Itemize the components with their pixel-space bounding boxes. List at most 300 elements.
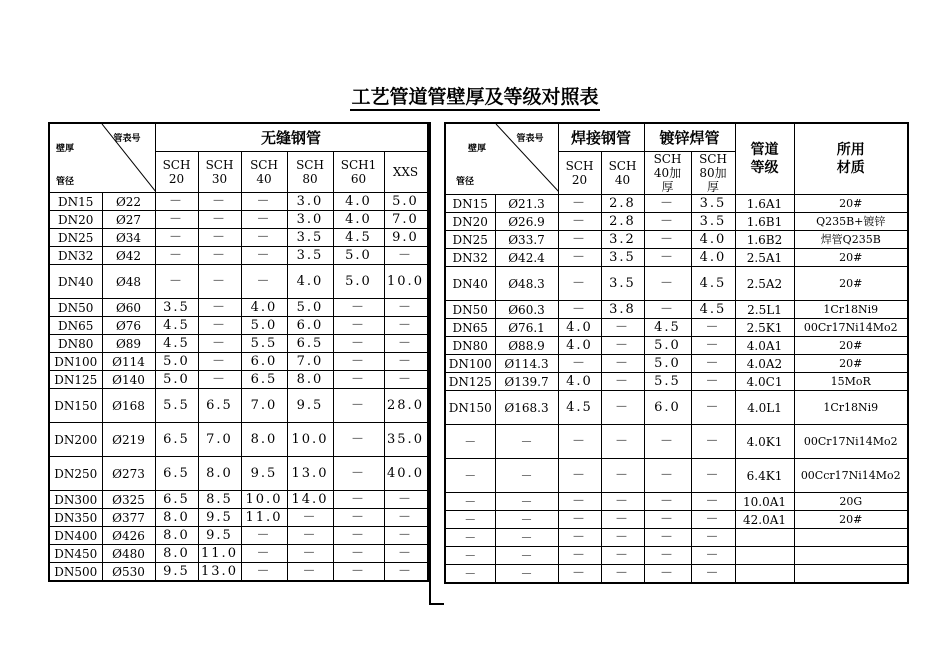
wall-thickness: 6.5 [241,371,287,389]
wall-thickness: 4.0 [287,265,333,299]
wall-thickness: － [384,371,428,389]
outer-diameter: Ø60 [102,299,155,317]
outer-diameter: Ø140 [102,371,155,389]
wall-thickness: 9.5 [241,457,287,491]
table-row [49,457,428,491]
wall-thickness: － [558,267,601,301]
wall-thickness: 3.5 [601,267,644,301]
wall-thickness: － [241,265,287,299]
wall-thickness: － [333,317,384,335]
wall-thickness: － [241,527,287,545]
wall-thickness: 4.5 [644,319,691,337]
nominal-diameter: DN80 [445,337,495,355]
nominal-diameter: DN200 [49,423,102,457]
wall-thickness: － [601,459,644,493]
wall-thickness: 4.5 [558,391,601,425]
wall-thickness: 9.5 [198,527,241,545]
material: Q235B+镀锌 [794,213,908,231]
outer-diameter: Ø219 [102,423,155,457]
wall-thickness: 3.5 [601,249,644,267]
wall-thickness: － [384,527,428,545]
wall-thickness: － [241,229,287,247]
material: 焊管Q235B [794,231,908,249]
wall-thickness: － [155,265,198,299]
nominal-diameter: DN65 [445,319,495,337]
pipe-grade: 6.4K1 [735,459,794,493]
corner-label-wall-thickness: 壁厚 [56,144,75,154]
wall-thickness: 4.5 [333,229,384,247]
material: 20G [794,493,908,511]
wall-thickness: 9.0 [384,229,428,247]
nominal-diameter: － [445,529,495,547]
wall-thickness: 9.5 [287,389,333,423]
wall-thickness: 6.0 [644,391,691,425]
pipe-grade: 1.6B1 [735,213,794,231]
nominal-diameter: － [445,493,495,511]
outer-diameter: Ø48 [102,265,155,299]
wall-thickness: 4.0 [691,231,735,249]
table-divider [429,122,431,605]
corner-label-pipe-schedule: 管表号 [516,134,544,144]
nominal-diameter: DN15 [49,193,102,211]
wall-thickness: － [601,391,644,425]
nominal-diameter: DN50 [49,299,102,317]
wall-thickness: － [691,493,735,511]
pipe-grade: 4.0K1 [735,425,794,459]
wall-thickness: 5.0 [241,317,287,335]
nominal-diameter: DN150 [445,391,495,425]
pipe-grade: 42.0A1 [735,511,794,529]
wall-thickness: － [333,563,384,582]
nominal-diameter: DN25 [49,229,102,247]
pipe-grade: 2.5A2 [735,267,794,301]
table-row [445,195,908,213]
wall-thickness: 7.0 [287,353,333,371]
outer-diameter: Ø42.4 [495,249,558,267]
wall-thickness: 8.0 [155,509,198,527]
wall-thickness: 4.0 [558,337,601,355]
nominal-diameter: － [445,547,495,565]
wall-thickness: 6.0 [241,353,287,371]
wall-thickness: 6.5 [155,423,198,457]
wall-thickness: － [287,545,333,563]
nominal-diameter: DN300 [49,491,102,509]
material: 20# [794,511,908,529]
wall-thickness: － [601,565,644,584]
corner-label-pipe-size: 管径 [456,177,475,187]
outer-diameter: Ø42 [102,247,155,265]
wall-thickness: － [644,425,691,459]
table-row [49,299,428,317]
wall-thickness: － [155,211,198,229]
wall-thickness: 5.0 [287,299,333,317]
nominal-diameter: DN40 [49,265,102,299]
material: 15MoR [794,373,908,391]
outer-diameter: Ø76.1 [495,319,558,337]
pipe-grade: 4.0L1 [735,391,794,425]
table-row [49,247,428,265]
wall-thickness: － [155,229,198,247]
wall-thickness: 4.5 [691,267,735,301]
outer-diameter: Ø114 [102,353,155,371]
wall-thickness: － [384,335,428,353]
wall-thickness: 10.0 [287,423,333,457]
nominal-diameter: DN20 [445,213,495,231]
outer-diameter: Ø27 [102,211,155,229]
corner-label-pipe-size: 管径 [56,177,75,187]
wall-thickness: 13.0 [198,563,241,582]
wall-thickness: － [333,527,384,545]
wall-thickness: － [198,317,241,335]
wall-thickness: － [691,459,735,493]
material: 20# [794,355,908,373]
wall-thickness: － [333,353,384,371]
nominal-diameter: DN125 [445,373,495,391]
wall-thickness: － [601,511,644,529]
wall-thickness: 5.0 [644,355,691,373]
wall-thickness: － [333,389,384,423]
wall-thickness: 5.5 [155,389,198,423]
wall-thickness: － [558,195,601,213]
table-row [49,265,428,299]
wall-thickness: － [558,529,601,547]
wall-thickness: － [558,493,601,511]
outer-diameter: Ø76 [102,317,155,335]
table-row [49,389,428,423]
wall-thickness: 2.8 [601,213,644,231]
outer-diameter: － [495,459,558,493]
wall-thickness: 5.0 [333,265,384,299]
table-row [49,491,428,509]
pipe-grade: 1.6A1 [735,195,794,213]
outer-diameter: Ø530 [102,563,155,582]
nominal-diameter: DN40 [445,267,495,301]
wall-thickness: － [384,563,428,582]
outer-diameter: － [495,493,558,511]
table-row [445,459,908,493]
nominal-diameter: DN32 [445,249,495,267]
wall-thickness: － [333,545,384,563]
wall-thickness: 8.0 [155,527,198,545]
wall-thickness: 40.0 [384,457,428,491]
wall-thickness: 6.5 [155,491,198,509]
wall-thickness: － [241,211,287,229]
wall-thickness: － [241,563,287,582]
nominal-diameter: DN65 [49,317,102,335]
nominal-diameter: DN20 [49,211,102,229]
wall-thickness: － [384,317,428,335]
pipe-grade: 2.5A1 [735,249,794,267]
wall-thickness: 3.0 [287,211,333,229]
outer-diameter: Ø26.9 [495,213,558,231]
wall-thickness: 5.0 [333,247,384,265]
wall-thickness: － [198,353,241,371]
wall-thickness: 3.5 [691,213,735,231]
table-row [49,193,428,211]
wall-thickness: 14.0 [287,491,333,509]
wall-thickness: － [558,459,601,493]
nominal-diameter: DN80 [49,335,102,353]
outer-diameter: Ø48.3 [495,267,558,301]
material: 1Cr18Ni9 [794,301,908,319]
table-row [49,211,428,229]
wall-thickness: － [644,231,691,249]
nominal-diameter: － [445,565,495,584]
schedule-header: SCH20 [155,152,198,193]
table-row [49,545,428,563]
wall-thickness: － [384,299,428,317]
corner-label-wall-thickness: 壁厚 [468,144,487,154]
pipe-grade: 4.0C1 [735,373,794,391]
wall-thickness: － [558,213,601,231]
wall-thickness: － [644,213,691,231]
wall-thickness: 4.0 [691,249,735,267]
material: 20# [794,195,908,213]
wall-thickness: － [691,547,735,565]
wall-thickness: 3.8 [601,301,644,319]
wall-thickness: － [644,301,691,319]
wall-thickness: － [691,373,735,391]
wall-thickness: － [691,355,735,373]
wall-thickness: 2.8 [601,195,644,213]
table-row [445,267,908,301]
material: 00Cr17Ni14Mo2 [794,319,908,337]
nominal-diameter: DN15 [445,195,495,213]
wall-thickness: － [333,491,384,509]
pipe-grade: 10.0A1 [735,493,794,511]
wall-thickness: 5.0 [155,353,198,371]
wall-thickness: 5.0 [644,337,691,355]
wall-thickness: － [691,529,735,547]
wall-thickness: － [198,335,241,353]
table-row [49,229,428,247]
wall-thickness: － [644,511,691,529]
wall-thickness: 4.0 [558,319,601,337]
corner-label-pipe-schedule: 管表号 [113,134,141,144]
wall-thickness: － [198,229,241,247]
wall-thickness: － [558,511,601,529]
wall-thickness: － [287,527,333,545]
table-row [445,231,908,249]
wall-thickness: 9.5 [155,563,198,582]
seamless-pipe-table [48,122,430,582]
wall-thickness: 5.0 [384,193,428,211]
wall-thickness: 4.0 [558,373,601,391]
material: 20# [794,337,908,355]
wall-thickness: － [558,301,601,319]
outer-diameter: Ø139.7 [495,373,558,391]
outer-diameter: Ø480 [102,545,155,563]
table-row [445,565,908,584]
wall-thickness: 10.0 [384,265,428,299]
outer-diameter: Ø22 [102,193,155,211]
outer-diameter: Ø89 [102,335,155,353]
wall-thickness: － [558,355,601,373]
table-row [445,547,908,565]
header-material: 所用材质 [794,123,908,195]
schedule-header: SCH40加厚 [644,152,691,195]
wall-thickness: 6.5 [198,389,241,423]
wall-thickness: － [644,459,691,493]
wall-thickness: － [384,509,428,527]
schedule-header: SCH30 [198,152,241,193]
table-row [445,213,908,231]
wall-thickness: － [198,265,241,299]
wall-thickness: － [558,565,601,584]
table-row [49,371,428,389]
wall-thickness: 4.5 [155,317,198,335]
outer-diameter: － [495,529,558,547]
outer-diameter: Ø273 [102,457,155,491]
wall-thickness: 8.0 [198,457,241,491]
table-row [49,423,428,457]
wall-thickness: － [155,193,198,211]
wall-thickness: － [333,335,384,353]
page-title: 工艺管道管壁厚及等级对照表 [0,82,950,109]
wall-thickness: 8.0 [155,545,198,563]
outer-diameter: Ø21.3 [495,195,558,213]
wall-thickness: － [198,211,241,229]
material: 20# [794,267,908,301]
wall-thickness: － [558,547,601,565]
table-row [445,511,908,529]
wall-thickness: 6.5 [155,457,198,491]
nominal-diameter: DN25 [445,231,495,249]
wall-thickness: 4.0 [333,211,384,229]
wall-thickness: － [691,425,735,459]
wall-thickness: － [558,231,601,249]
table-row [445,373,908,391]
outer-diameter: Ø168.3 [495,391,558,425]
outer-diameter: Ø88.9 [495,337,558,355]
group-header-welded: 焊接钢管 [558,123,644,152]
wall-thickness: － [691,565,735,584]
wall-thickness: － [601,373,644,391]
material: 20# [794,249,908,267]
wall-thickness: 11.0 [241,509,287,527]
wall-thickness: － [601,425,644,459]
pipe-grade [735,529,794,547]
wall-thickness: 8.0 [287,371,333,389]
wall-thickness: － [601,337,644,355]
wall-thickness: － [198,193,241,211]
wall-thickness: 8.5 [198,491,241,509]
nominal-diameter: DN250 [49,457,102,491]
wall-thickness: － [644,529,691,547]
welded-pipe-table [444,122,909,584]
nominal-diameter: DN450 [49,545,102,563]
pipe-grade: 2.5L1 [735,301,794,319]
pipe-grade [735,547,794,565]
wall-thickness: － [198,371,241,389]
wall-thickness: － [558,249,601,267]
nominal-diameter: DN100 [445,355,495,373]
wall-thickness: － [333,299,384,317]
group-header-seamless: 无缝钢管 [155,123,428,152]
outer-diameter: － [495,511,558,529]
wall-thickness: 4.0 [333,193,384,211]
table-row [445,301,908,319]
group-header-galvanized: 镀锌焊管 [644,123,735,152]
wall-thickness: 7.0 [241,389,287,423]
schedule-header: SCH40 [601,152,644,195]
wall-thickness: － [384,491,428,509]
table-row [445,493,908,511]
wall-thickness: － [644,493,691,511]
wall-thickness: 3.5 [691,195,735,213]
pipe-grade: 4.0A2 [735,355,794,373]
wall-thickness: － [601,493,644,511]
wall-thickness: － [287,563,333,582]
nominal-diameter: DN50 [445,301,495,319]
table-divider-bottom [429,603,444,605]
material [794,547,908,565]
wall-thickness: 3.5 [287,229,333,247]
wall-thickness: － [198,299,241,317]
wall-thickness: 13.0 [287,457,333,491]
wall-thickness: － [333,423,384,457]
corner-header-right [445,123,558,195]
wall-thickness: － [601,547,644,565]
material: 00Cr17Ni14Mo2 [794,425,908,459]
wall-thickness: 3.5 [155,299,198,317]
wall-thickness: － [241,193,287,211]
wall-thickness: － [333,457,384,491]
wall-thickness: 11.0 [198,545,241,563]
wall-thickness: 3.0 [287,193,333,211]
wall-thickness: 6.5 [287,335,333,353]
wall-thickness: － [155,247,198,265]
pipe-grade [735,565,794,584]
nominal-diameter: DN125 [49,371,102,389]
nominal-diameter: － [445,511,495,529]
outer-diameter: Ø325 [102,491,155,509]
wall-thickness: － [241,545,287,563]
schedule-header: SCH80加厚 [691,152,735,195]
header-pipe-grade: 管道等级 [735,123,794,195]
material [794,565,908,584]
wall-thickness: 28.0 [384,389,428,423]
outer-diameter: Ø33.7 [495,231,558,249]
nominal-diameter: DN350 [49,509,102,527]
schedule-header: SCH20 [558,152,601,195]
outer-diameter: Ø168 [102,389,155,423]
wall-thickness: 5.0 [155,371,198,389]
wall-thickness: － [644,565,691,584]
wall-thickness: － [644,267,691,301]
table-row [49,527,428,545]
wall-thickness: － [644,249,691,267]
outer-diameter: Ø114.3 [495,355,558,373]
outer-diameter: Ø426 [102,527,155,545]
schedule-header: SCH160 [333,152,384,193]
corner-header-left [49,123,155,193]
table-row [49,563,428,582]
wall-thickness: 4.0 [241,299,287,317]
wall-thickness: 6.0 [287,317,333,335]
table-row [49,317,428,335]
wall-thickness: 5.5 [644,373,691,391]
wall-thickness: － [691,337,735,355]
nominal-diameter: DN32 [49,247,102,265]
nominal-diameter: DN100 [49,353,102,371]
table-row [445,355,908,373]
wall-thickness: － [644,195,691,213]
pipe-grade: 1.6B2 [735,231,794,249]
pipe-grade: 2.5K1 [735,319,794,337]
table-row [49,353,428,371]
wall-thickness: 3.5 [287,247,333,265]
